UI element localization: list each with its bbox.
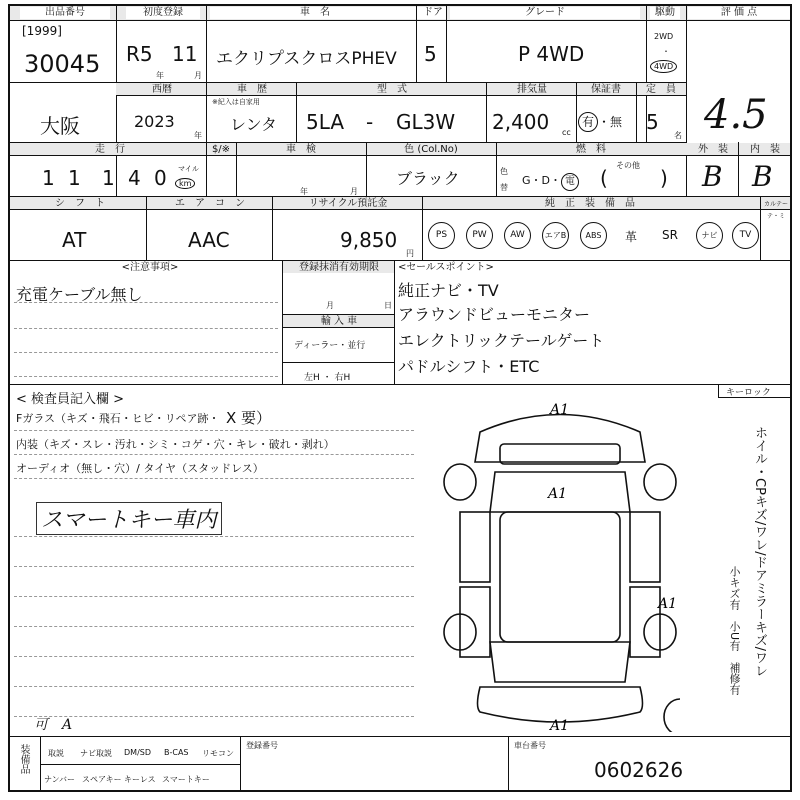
footer-item-navi-manual: ナビ取説	[80, 749, 112, 758]
roof-outline	[500, 512, 620, 642]
inspection-year: 年	[300, 187, 308, 196]
model-code-sep: -	[366, 110, 374, 134]
first-reg-month: 11	[172, 42, 198, 66]
shift-label: シ フ ト	[55, 198, 105, 209]
footer-item-manual: 取説	[48, 749, 64, 758]
model-code-1: 5LA	[306, 110, 345, 134]
displacement: 2,400	[492, 110, 550, 134]
left-front-wheel	[444, 464, 476, 500]
equip-pw: PW	[466, 222, 493, 249]
mileage-digit-5: 0	[154, 166, 167, 190]
fuel-electric-circled: 電	[561, 173, 579, 191]
warranty-dot: ・	[598, 115, 611, 129]
mark-front: A1	[550, 402, 570, 418]
sales-point-2: アラウンドビューモニター	[398, 305, 591, 324]
body-color: ブラック	[396, 169, 460, 188]
km-circled: km	[175, 178, 195, 189]
vehicle-history: レンタ	[230, 115, 277, 134]
interior-label: 内 装	[750, 144, 780, 155]
reg-year: 2023	[134, 112, 175, 131]
right-front-door-outline	[630, 512, 660, 582]
caution-label: <注意事項>	[121, 262, 179, 273]
equip-abs: ABS	[580, 222, 607, 249]
month-unit: 月	[194, 71, 202, 80]
aircon-type: AAC	[188, 228, 230, 252]
sales-label: <セールスポイント>	[398, 262, 494, 273]
reg-year-unit: 年	[194, 131, 202, 140]
equip-navi: ナビ	[696, 222, 723, 249]
mileage-digit-1: 1	[42, 166, 55, 190]
card-label: カルテーテ・ミ	[763, 201, 788, 220]
caution-text: 充電ケーブル無し	[16, 285, 143, 304]
equipment-label: 純 正 装 備 品	[545, 198, 635, 209]
drive-4wd-circled: 4WD	[650, 60, 677, 73]
warranty-yes-circled: 有	[578, 112, 598, 132]
windshield-outline	[500, 444, 620, 464]
registration-label: 登録番号	[246, 741, 278, 750]
year-label: 西暦	[152, 84, 172, 95]
import-label: 輸 入 車	[320, 316, 358, 327]
fuel-options: G・D・	[522, 174, 561, 187]
sales-point-1: 純正ナビ・TV	[398, 281, 499, 300]
reg-expiry-day: 日	[384, 301, 392, 310]
footer-section-label: 装備品	[18, 744, 29, 774]
footer-item-plate: ナンバー	[44, 775, 76, 784]
equip-airbag: エアB	[542, 222, 569, 249]
legend-vertical-2: 小キズ有 小U有 補修有	[728, 566, 741, 696]
color-change-2: 替	[500, 183, 508, 192]
reg-expiry-label: 登録抹消有効期限	[299, 262, 379, 273]
legend-vertical-1: ホイル・CPキズ/ワレ/ドアミラーキズ/ワレ	[752, 426, 767, 678]
sales-point-3: エレクトリックテールゲート	[398, 331, 605, 350]
interior-grade: B	[752, 160, 773, 193]
mileage-digit-4: 4	[128, 166, 141, 190]
lot-label: 出品番号	[20, 7, 110, 19]
drive-label: 駆動	[650, 7, 680, 19]
door-label: ドア	[420, 7, 446, 19]
sales-point-4: パドルシフト・ETC	[398, 357, 540, 376]
grade-label: グレード	[450, 7, 640, 19]
handwritten-smartkey-note: スマートキー車内	[36, 502, 222, 535]
footer-item-bcas: B-CAS	[164, 748, 189, 757]
equip-aw: AW	[504, 222, 531, 249]
capacity-label: 定 員	[646, 84, 676, 95]
trunk-outline	[490, 642, 630, 682]
inspector-line-1: Fガラス（キズ・飛石・ヒビ・リペア跡・	[16, 412, 220, 425]
location: 大阪	[40, 114, 80, 138]
price-mark-label: $/※	[211, 144, 231, 155]
year-unit: 年	[156, 71, 164, 80]
inspector-title: < 検査員記入欄 >	[16, 392, 125, 407]
drive-dot: ・	[662, 47, 670, 56]
fuel-other-label: その他	[616, 161, 640, 170]
chassis-number: 0602626	[594, 758, 684, 782]
rating-label: 評 価 点	[688, 7, 790, 19]
model-code-label: 型 式	[377, 84, 407, 95]
recycle-fee: 9,850	[340, 228, 398, 252]
color-change-1: 色	[500, 167, 508, 176]
equip-leather: 革	[625, 230, 638, 244]
key-lock-label: キーロック	[726, 388, 771, 398]
capacity: 5	[646, 110, 659, 134]
footer-item-remote: リモコン	[202, 749, 234, 758]
mile-label: マイル	[178, 165, 199, 173]
first-reg-era: R5	[126, 42, 153, 66]
door-count: 5	[424, 42, 437, 66]
warranty-no: 無	[610, 115, 623, 129]
inspector-line-1-mark: X 要）	[226, 409, 272, 427]
lot-prefix: [1999]	[22, 24, 62, 38]
inspection-month: 月	[350, 187, 358, 196]
fuel-other-close: )	[660, 166, 668, 190]
mileage-digit-3: 1	[102, 166, 115, 190]
model-name: エクリプスクロスPHEV	[216, 49, 397, 69]
left-rear-door-outline	[460, 587, 490, 657]
exterior-grade: B	[702, 160, 723, 193]
fuel-other-open: (	[600, 166, 608, 190]
right-front-wheel	[644, 464, 676, 500]
lot-number: 30045	[24, 50, 101, 78]
yen-unit: 円	[406, 249, 414, 258]
reg-expiry-month: 月	[326, 301, 334, 310]
equip-tv: TV	[732, 222, 759, 249]
history-label: 車 歴	[237, 84, 267, 95]
equip-sunroof: SR	[662, 228, 678, 242]
grade: P 4WD	[518, 42, 585, 66]
rear-bumper-outline	[478, 687, 643, 722]
model-code-2: GL3W	[396, 110, 456, 134]
inspection-label: 車 検	[286, 144, 316, 155]
mark-right-rear: A1	[658, 596, 678, 612]
aircon-label: エ ア コ ン	[175, 198, 245, 209]
car-damage-diagram	[440, 402, 680, 732]
spare-wheel	[664, 699, 680, 732]
chassis-label: 車台番号	[514, 741, 546, 750]
drive-2wd: 2WD	[654, 32, 674, 41]
inspector-line-3: オーディオ（無し・穴）/ タイヤ（スタッドレス）	[16, 462, 264, 475]
footer-item-dm-sd: DM/SD	[124, 748, 151, 757]
auction-sheet	[8, 4, 792, 792]
footer-item-spare-key: スペアキー	[82, 775, 122, 784]
mark-hood: A1	[548, 486, 568, 502]
mark-rear: A1	[550, 718, 570, 732]
right-rear-door-outline	[630, 587, 660, 657]
overall-score: 4.5	[704, 92, 768, 138]
first-reg-label: 初度登録	[126, 7, 200, 19]
exterior-label: 外 装	[698, 144, 728, 155]
displacement-label: 排気量	[517, 84, 547, 95]
equip-ps: PS	[428, 222, 455, 249]
mileage-label: 走 行	[95, 144, 125, 155]
import-dealer: ディーラー・並行	[294, 341, 366, 351]
footer-item-keyless: キーレス	[124, 775, 156, 784]
steering-side: 左H ・ 右H	[304, 373, 351, 383]
model-label: 車 名	[210, 7, 420, 19]
mileage-digit-2: 1	[68, 166, 81, 190]
bottom-handwritten-note: 可 A	[34, 717, 73, 733]
fuel-label: 燃 料	[576, 144, 606, 155]
capacity-unit: 名	[674, 131, 682, 140]
inspector-line-2: 内装（キズ・スレ・汚れ・シミ・コゲ・穴・キレ・破れ・剥れ）	[16, 438, 335, 451]
color-label: 色 (Col.No)	[404, 144, 458, 155]
warranty-label: 保証書	[591, 84, 621, 95]
history-sub-label: ※紀入は自家用	[212, 98, 260, 106]
recycle-label: リサイクル預託金	[308, 198, 388, 209]
cc-unit: cc	[562, 128, 571, 137]
left-front-door-outline	[460, 512, 490, 582]
shift-type: AT	[62, 228, 87, 252]
footer-item-smartkey: スマートキー	[162, 775, 210, 784]
